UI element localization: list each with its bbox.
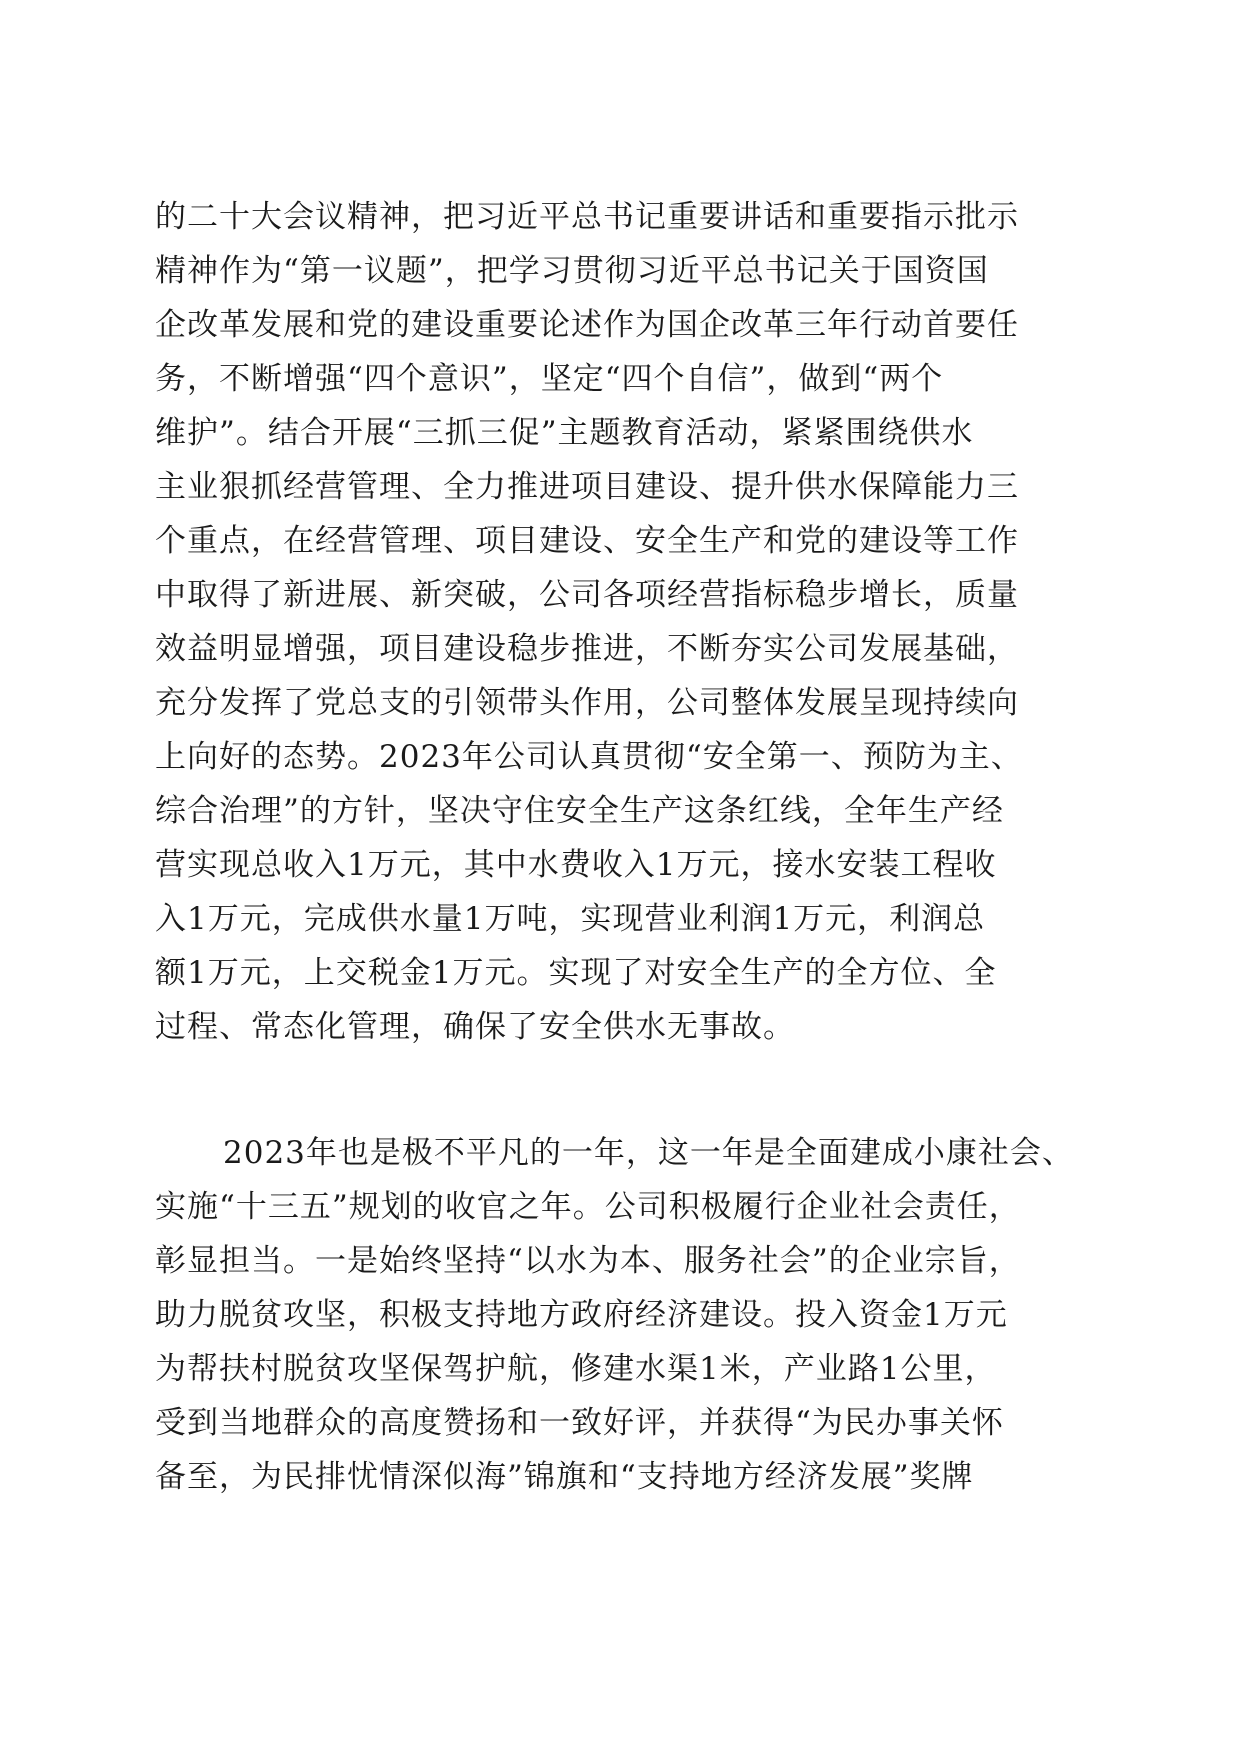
text-line: 过程、常态化管理，确保了安全供水无事故。 xyxy=(155,1009,795,1045)
text-line: 个重点，在经营管理、项目建设、安全生产和党的建设等工作 xyxy=(155,523,1019,559)
text-line: 企改革发展和党的建设重要论述作为国企改革三年行动首要任 xyxy=(155,307,1019,343)
text-line: 中取得了新进展、新突破，公司各项经营指标稳步增长，质量 xyxy=(155,577,1019,613)
text-line: 备至，为民排忧情深似海”锦旗和“支持地方经济发展”奖牌 xyxy=(155,1459,974,1495)
text-line: 营实现总收入1万元，其中水费收入1万元，接水安装工程收 xyxy=(155,847,997,883)
text-line: 额1万元，上交税金1万元。实现了对安全生产的全方位、全 xyxy=(155,955,997,991)
text-line: 精神作为“第一议题”，把学习贯彻习近平总书记关于国资国 xyxy=(155,253,989,289)
text-line: 主业狠抓经营管理、全力推进项目建设、提升供水保障能力三 xyxy=(155,469,1019,505)
text-line: 上向好的态势。2023年公司认真贯彻“安全第一、预防为主、 xyxy=(155,739,1023,775)
text-line: 入1万元，完成供水量1万吨，实现营业利润1万元，利润总 xyxy=(155,901,986,937)
text-line: 的二十大会议精神，把习近平总书记重要讲话和重要指示批示 xyxy=(155,199,1019,235)
text-line: 实施“十三五”规划的收官之年。公司积极履行企业社会责任， xyxy=(155,1189,1021,1225)
text-line: 彰显担当。一是始终坚持“以水为本、服务社会”的企业宗旨， xyxy=(155,1243,1021,1279)
paragraph-1 xyxy=(155,190,1095,1054)
text-line: 2023年也是极不平凡的一年，这一年是全面建成小康社会、 xyxy=(223,1135,1074,1171)
text-line: 效益明显增强，项目建设稳步推进，不断夯实公司发展基础， xyxy=(155,631,1019,667)
text-line: 受到当地群众的高度赞扬和一致好评，并获得“为民办事关怀 xyxy=(155,1405,1004,1441)
text-line: 务，不断增强“四个意识”，坚定“四个自信”，做到“两个 xyxy=(155,361,944,397)
text-line: 为帮扶村脱贫攻坚保驾护航，修建水渠1米，产业路1公里， xyxy=(155,1351,997,1387)
text-line: 维护”。结合开展“三抓三促”主题教育活动，紧紧围绕供水 xyxy=(155,415,974,451)
text-line: 综合治理”的方针，坚决守住安全生产这条红线，全年生产经 xyxy=(155,793,1004,829)
text-line: 助力脱贫攻坚，积极支持地方政府经济建设。投入资金1万元 xyxy=(155,1297,1008,1333)
text-line: 充分发挥了党总支的引领带头作用，公司整体发展呈现持续向 xyxy=(155,685,1019,721)
paragraph-2 xyxy=(155,1126,1095,1504)
